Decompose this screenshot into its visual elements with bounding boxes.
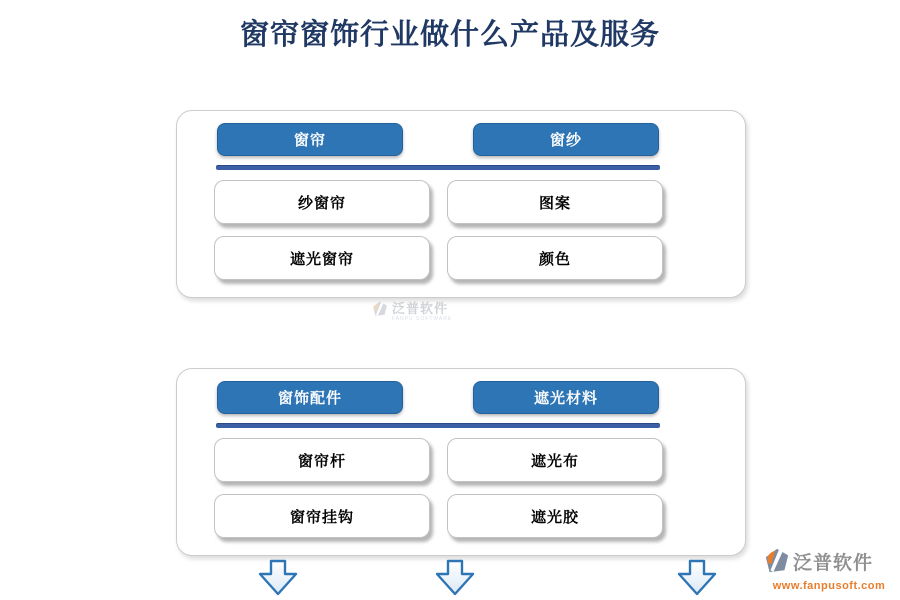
- item-pattern: 图案: [447, 180, 663, 224]
- item-blackout-curtain: 遮光窗帘: [214, 236, 430, 280]
- fanpu-logo-icon: [764, 548, 790, 579]
- category-button-curtain: 窗帘: [217, 123, 403, 156]
- divider-line: [216, 165, 660, 170]
- panel-accessory-group: [176, 368, 746, 556]
- watermark-name: 泛普软件: [392, 300, 449, 316]
- divider-line: [216, 423, 660, 428]
- down-arrow-icon: [258, 559, 298, 597]
- item-color: 颜色: [447, 236, 663, 280]
- category-button-accessories: 窗饰配件: [217, 381, 403, 414]
- down-arrow-icon: [677, 559, 717, 597]
- page-title: 窗帘窗饰行业做什么产品及服务: [239, 17, 660, 51]
- down-arrow-icon: [435, 559, 475, 597]
- category-button-screen: 窗纱: [473, 123, 659, 156]
- brand-url: www.fanpusoft.com: [772, 580, 886, 592]
- item-curtain-hook: 窗帘挂钩: [214, 494, 430, 538]
- center-watermark: [372, 301, 452, 322]
- fanpu-logo-icon: [372, 301, 388, 322]
- item-blackout-glue: 遮光胶: [447, 494, 663, 538]
- watermark-subtitle: FANPU SOFTWARE: [392, 315, 453, 322]
- brand-logo: [764, 548, 894, 592]
- item-sheer-curtain: 纱窗帘: [214, 180, 430, 224]
- category-button-blackout-material: 遮光材料: [473, 381, 659, 414]
- brand-name: 泛普软件: [793, 552, 874, 574]
- item-curtain-rod: 窗帘杆: [214, 438, 430, 482]
- item-blackout-cloth: 遮光布: [447, 438, 663, 482]
- panel-curtain-group: [176, 110, 746, 298]
